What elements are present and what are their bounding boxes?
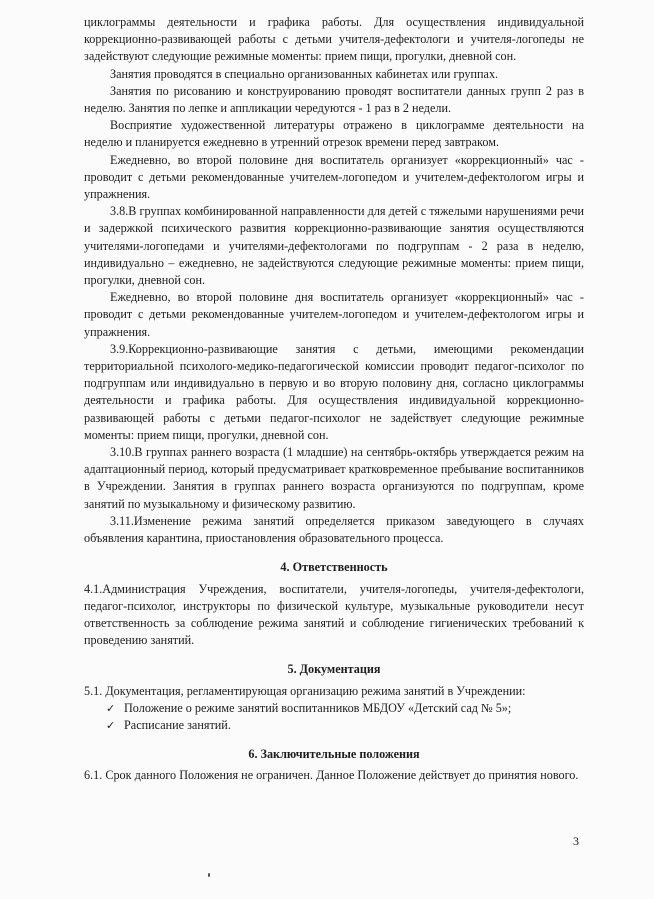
paragraph-3-8: 3.8.В группах комбинированной направленности для детей с тяжелыми нарушениями речи и задержкой психического развития коррекционно-развивающие занятия осуществляются учителями-логопедами и учителями-дефектологами по подгруппам - 2 раза в неделю, индивидуально – ежедневно, не задействуются следующие режимные моменты: прием пищи, прогулки, дневной сон. — [84, 204, 584, 288]
section-5-text: 5.1. Документация, регламентирующая организацию режима занятий в Учреждении: — [84, 683, 526, 698]
section-4-heading: 4. Ответственность — [280, 560, 388, 575]
paragraph-literature: Восприятие художественной литературы отражено в циклограмме деятельности на неделю и планируется ежедневно в утренний отрезок времени перед завтраком. — [84, 118, 584, 150]
list-item — [106, 717, 584, 734]
paragraph-classrooms: Занятия проводятся в специально организованных кабинетах или группах. — [110, 66, 499, 81]
paragraph-3-7-continued: циклограммы деятельности и графика работы. Для осуществления индивидуальной коррекционно-развивающей работы с детьми учителя-дефектологи и учителя-логопеды не задействуют следующие режимные моменты: прием пищи, прогулки, дневной сон. — [84, 15, 584, 64]
list-item-text: Расписание занятий. — [124, 717, 231, 732]
paragraph-correction-hour-1: Ежедневно, во второй половине дня воспитатель организует «коррекционный» час - проводит с детьми рекомендованные учителем-логопедом и учителем-дефектологом игры и упражнения. — [84, 152, 584, 202]
paragraph-3-9: 3.9.Коррекционно-развивающие занятия с детьми, имеющими рекомендации территориальной психолого-медико-педагогической комиссии проводит педагог-психолог по подгруппам или индивидуально в первую и во вторую половину дня, согласно циклограммы деятельности и графика работы. Для осуществления индивидуальной коррекционно-развивающей работы с детьми педагог-психолог не задействует следующие режимные моменты: прием пищи, прогулки, дневной сон. — [84, 341, 584, 442]
paragraph-drawing-classes: Занятия по рисованию и конструированию проводят воспитатели данных групп 2 раз в неделю. Занятия по лепке и аппликации чередуются - 1 раз в 2 недели. — [84, 83, 584, 116]
list-item — [106, 700, 584, 717]
paragraph-3-11: 3.11.Изменение режима занятий определяется приказом заведующего в случаях объявления карантина, приостановления образовательного процесса. — [84, 513, 584, 546]
document-body — [84, 14, 584, 785]
paragraph-correction-hour-2: Ежедневно, во второй половине дня воспитатель организует «коррекционный» час - проводит с детьми рекомендованные учителем-логопедом и учителем-дефектологом игры и упражнения. — [84, 290, 584, 339]
page-number: 3 — [573, 834, 579, 848]
checkmark-icon: ✓ — [106, 701, 116, 715]
documentation-list — [84, 700, 584, 734]
section-5-heading: 5. Документация — [287, 662, 381, 677]
list-item-text: Положение о режиме занятий воспитанников МБДОУ «Детский сад № 5»; — [124, 700, 512, 715]
section-6-heading: 6. Заключительные положения — [248, 747, 420, 762]
section-6-text: 6.1. Срок данного Положения не ограничен. Данное Положение действует до принятия нового. — [84, 768, 579, 783]
scan-speck — [208, 873, 210, 877]
paragraph-3-10: 3.10.В группах раннего возраста (1 младшие) на сентябрь-октябрь утверждается режим на адаптационный период, который предусматривает кратковременное пребывание воспитанников в Учреждении. Занятия в группах раннего возраста организуются по подгруппам, кроме занятий по музыкальному и физическому развитию. — [84, 445, 584, 511]
checkmark-icon: ✓ — [106, 718, 116, 732]
section-4-text: 4.1.Администрация Учреждения, воспитатели, учителя-логопеды, учителя-дефектологи, педагог-психолог, инструкторы по физической культуре, музыкальные руководители несут ответственность за соблюдение режима занятий и соблюдение гигиенических требований к проведению занятий. — [84, 581, 584, 648]
